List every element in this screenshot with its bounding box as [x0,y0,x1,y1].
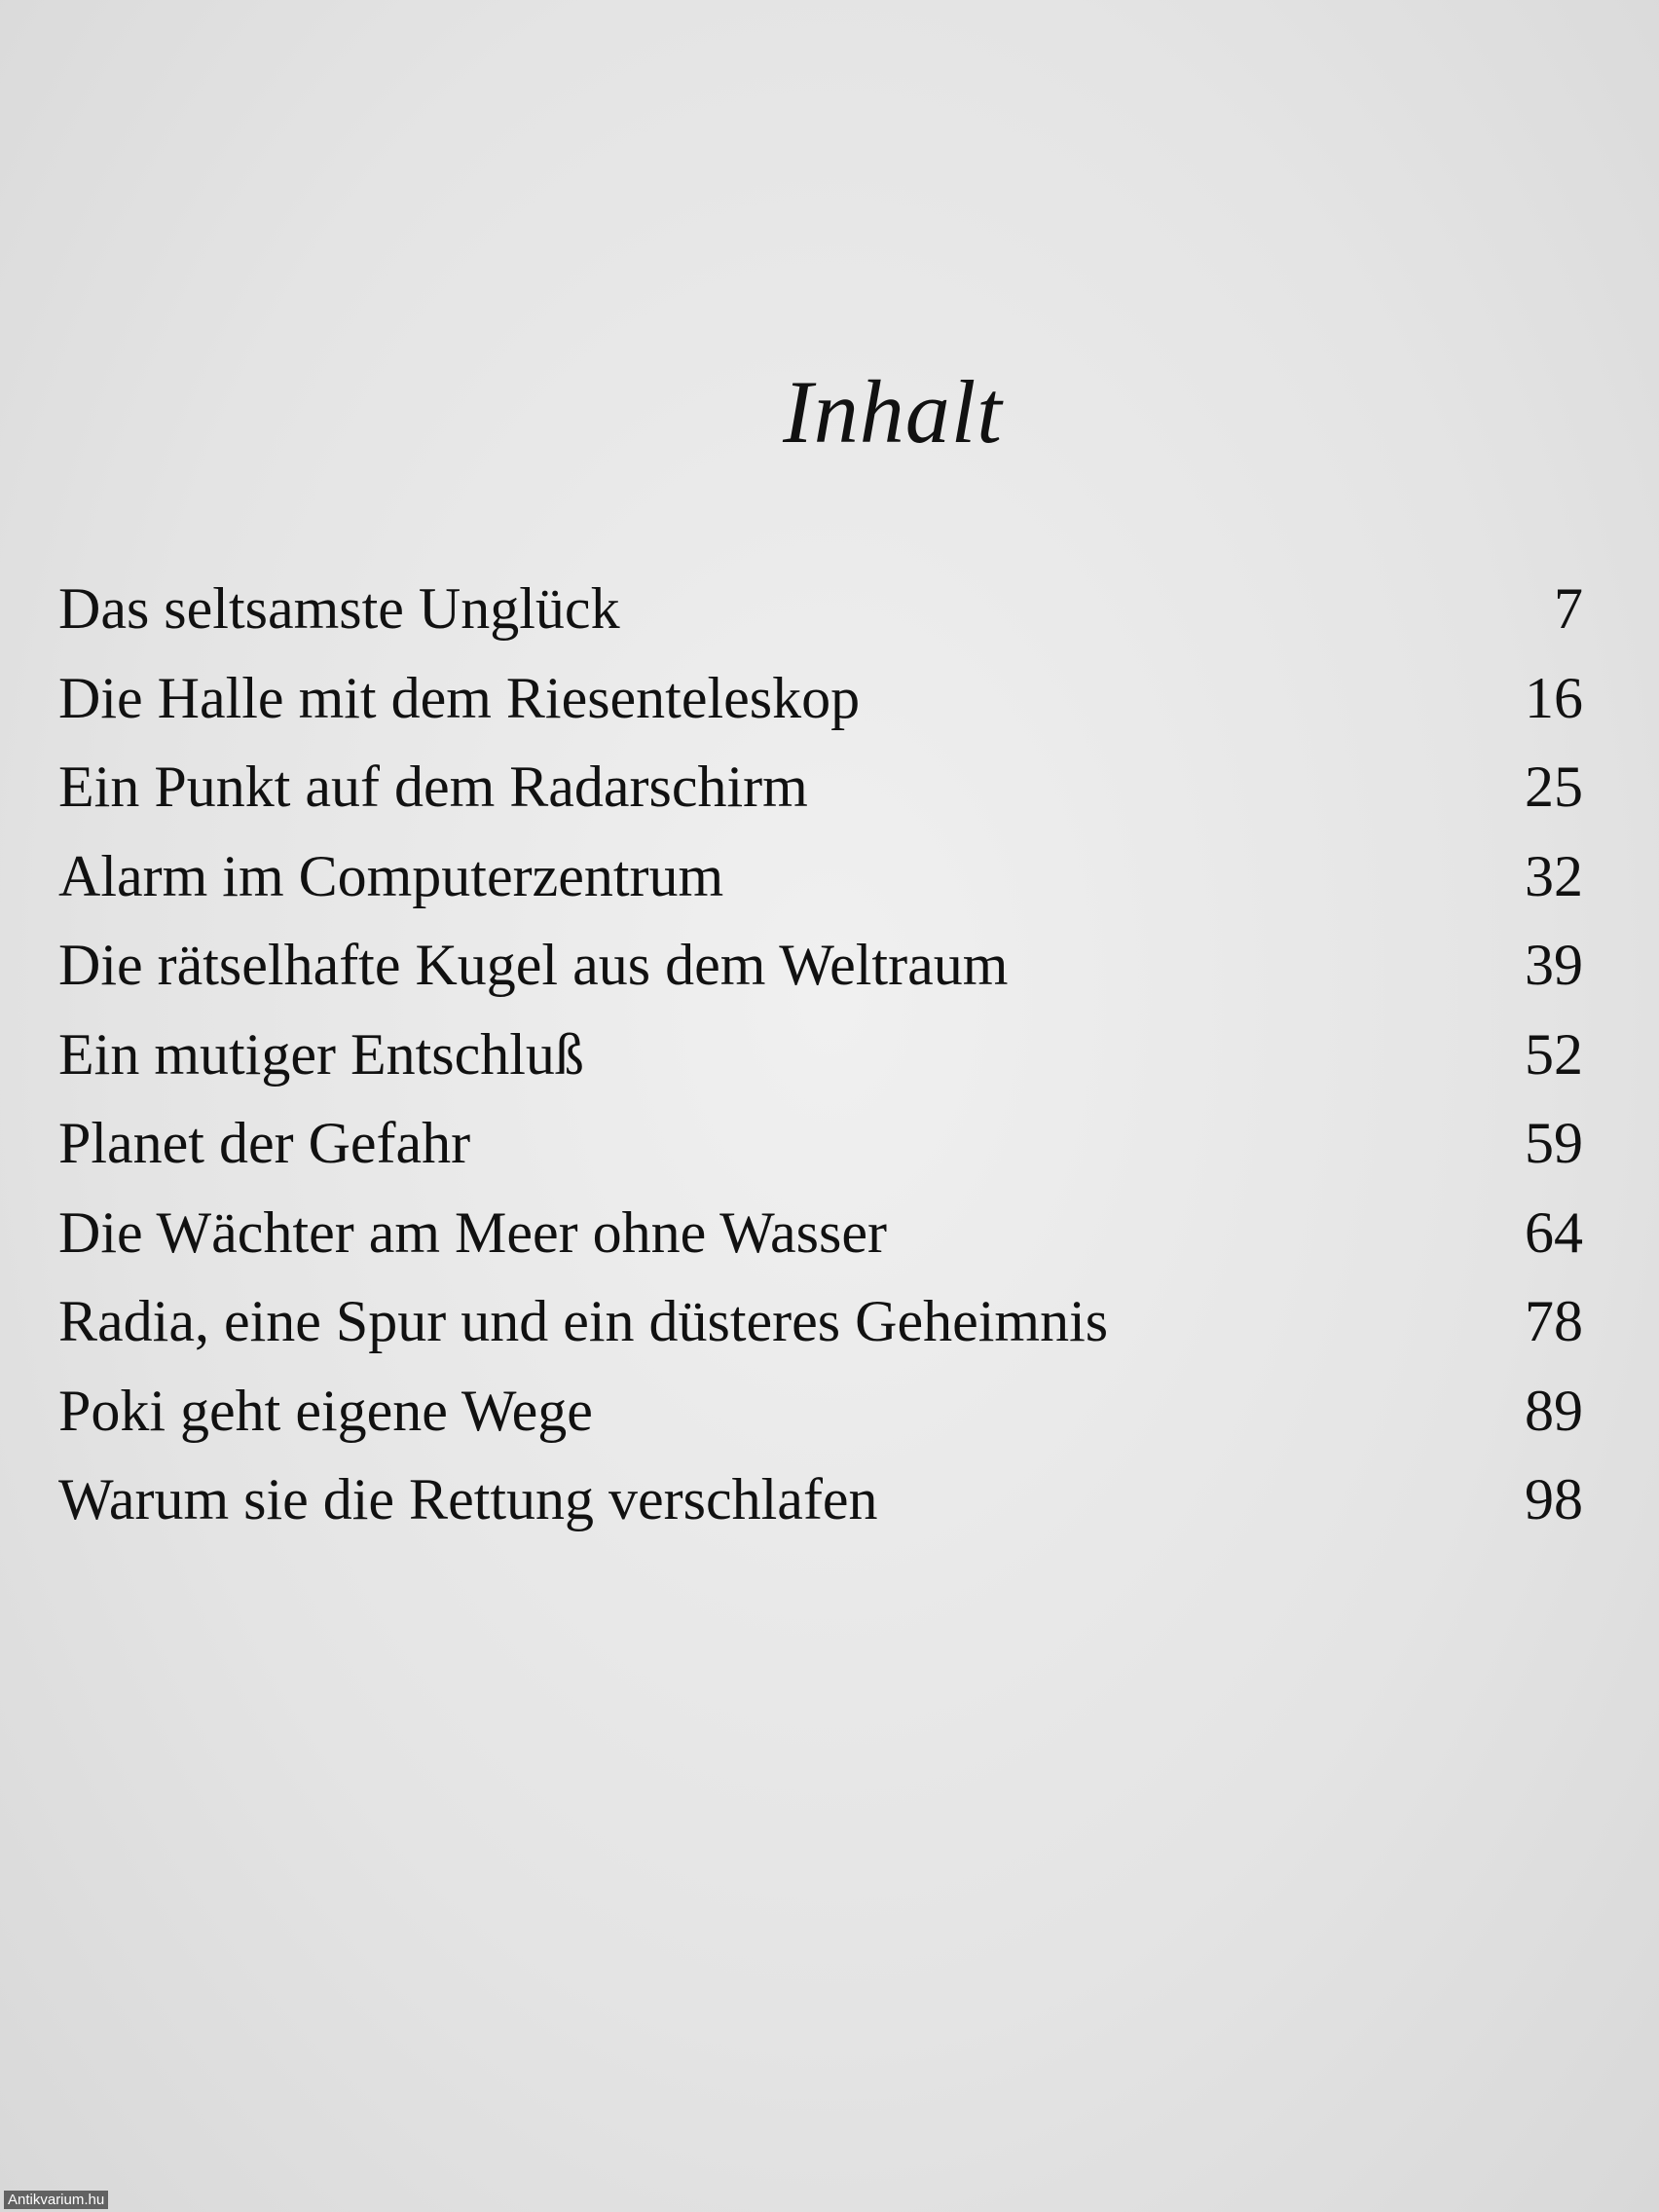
toc-entry [58,1277,1587,1367]
toc-entry-title: Ein Punkt auf dem Radarschirm [58,755,808,819]
toc-entry-page: 89 [1525,1378,1583,1443]
toc-entry [58,832,1587,922]
page-title: Inhalt [783,362,1003,461]
toc-entry-title: Warum sie die Rettung verschlafen [58,1467,878,1531]
watermark: Antikvarium.hu [4,2191,108,2209]
toc-entry-title: Ein mutiger Entschluß [58,1021,584,1087]
toc-entry-title: Radia, eine Spur und ein düsteres Geheimnis [58,1289,1109,1353]
toc-entry-title: Die rätselhafte Kugel aus dem Weltraum [58,933,1009,997]
toc-entry-title: Poki geht eigene Wege [58,1378,593,1443]
toc-entry [58,743,1587,832]
toc-entry [58,565,1587,654]
toc-entry [58,921,1587,1011]
toc-entry [58,1367,1587,1456]
toc-entry [58,1011,1587,1100]
toc-entry-title: Alarm im Computerzentrum [58,843,724,908]
toc-entry-page: 52 [1525,1021,1583,1087]
toc-entry-page: 64 [1525,1199,1583,1265]
toc-entry-page: 7 [1554,576,1583,641]
toc-entry-page: 25 [1525,755,1583,819]
toc-entry-page: 32 [1525,843,1583,908]
toc-entry-page: 98 [1525,1467,1583,1531]
toc-entry-page: 39 [1525,933,1583,997]
toc-entry-title: Die Wächter am Meer ohne Wasser [58,1199,887,1265]
toc-entry [58,1099,1587,1189]
table-of-contents [58,565,1587,1545]
toc-entry-page: 59 [1525,1111,1583,1175]
toc-entry-page: 78 [1525,1289,1583,1353]
toc-entry [58,654,1587,744]
toc-entry-title: Die Halle mit dem Riesenteleskop [58,665,861,730]
toc-entry-page: 16 [1525,665,1583,730]
toc-entry-title: Das seltsamste Unglück [58,576,620,641]
toc-entry [58,1456,1587,1545]
toc-entry [58,1189,1587,1278]
toc-entry-title: Planet der Gefahr [58,1111,471,1175]
